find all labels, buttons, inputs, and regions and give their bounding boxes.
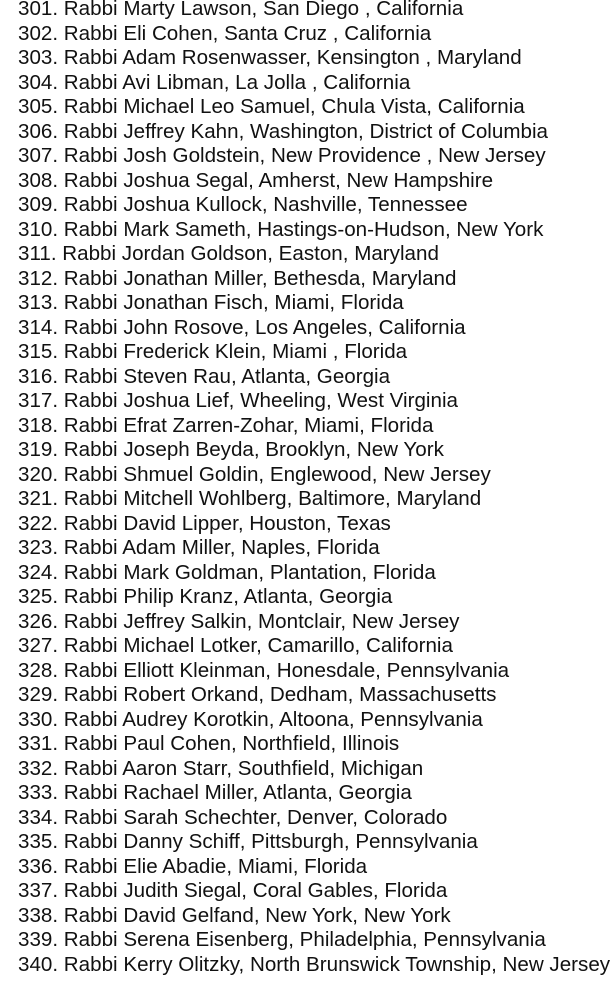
list-item: 318. Rabbi Efrat Zarren-Zohar, Miami, Florida [18, 413, 434, 437]
list-item: 310. Rabbi Mark Sameth, Hastings-on-Hudson, New York [18, 217, 544, 241]
list-item: 327. Rabbi Michael Lotker, Camarillo, California [18, 634, 453, 657]
list-item: 316. Rabbi Steven Rau, Atlanta, Georgia [18, 364, 391, 388]
list-item: 308. Rabbi Joshua Segal, Amherst, New Hampshire [18, 168, 494, 192]
list-item: 324. Rabbi Mark Goldman, Plantation, Florida [18, 560, 436, 584]
list-item: 332. Rabbi Aaron Starr, Southfield, Michigan [18, 756, 424, 780]
list-item: 320. Rabbi Shmuel Goldin, Englewood, New Jersey [18, 462, 491, 486]
list-item: 321. Rabbi Mitchell Wohlberg, Baltimore, Maryland [18, 487, 482, 510]
list-item: 317. Rabbi Joshua Lief, Wheeling, West Virginia [18, 389, 458, 412]
list-item: 339. Rabbi Serena Eisenberg, Philadelphia, Pennsylvania [18, 928, 546, 951]
list-item: 307. Rabbi Josh Goldstein, New Providence , New Jersey [18, 144, 546, 167]
list-item: 319. Rabbi Joseph Beyda, Brooklyn, New York [18, 438, 444, 461]
list-item: 313. Rabbi Jonathan Fisch, Miami, Florida [18, 291, 404, 314]
list-item: 305. Rabbi Michael Leo Samuel, Chula Vista, California [18, 95, 525, 118]
list-item: 330. Rabbi Audrey Korotkin, Altoona, Pennsylvania [18, 707, 483, 731]
list-item: 322. Rabbi David Lipper, Houston, Texas [18, 511, 391, 535]
list-item: 304. Rabbi Avi Libman, La Jolla , California [18, 70, 411, 94]
list-item: 329. Rabbi Robert Orkand, Dedham, Massachusetts [18, 683, 497, 706]
list-item: 311. Rabbi Jordan Goldson, Easton, Maryland [18, 242, 439, 265]
list-item: 340. Rabbi Kerry Olitzky, North Brunswick Township, New Jersey [18, 952, 611, 976]
list-item: 301. Rabbi Marty Lawson, San Diego , California [18, 0, 464, 20]
list-item: 334. Rabbi Sarah Schechter, Denver, Colorado [18, 805, 448, 829]
list-item: 331. Rabbi Paul Cohen, Northfield, Illinois [18, 732, 400, 755]
list-item: 315. Rabbi Frederick Klein, Miami , Florida [18, 340, 408, 363]
list-item: 312. Rabbi Jonathan Miller, Bethesda, Maryland [18, 266, 457, 290]
list-item: 306. Rabbi Jeffrey Kahn, Washington, District of Columbia [18, 119, 548, 143]
list-item: 314. Rabbi John Rosove, Los Angeles, California [18, 315, 466, 339]
list-item: 333. Rabbi Rachael Miller, Atlanta, Georgia [18, 781, 412, 804]
list-item: 309. Rabbi Joshua Kullock, Nashville, Tennessee [18, 193, 468, 216]
list-item: 325. Rabbi Philip Kranz, Atlanta, Georgia [18, 585, 393, 608]
list-item: 323. Rabbi Adam Miller, Naples, Florida [18, 536, 380, 559]
list-item: 328. Rabbi Elliott Kleinman, Honesdale, Pennsylvania [18, 658, 510, 682]
list-item: 326. Rabbi Jeffrey Salkin, Montclair, New Jersey [18, 609, 460, 633]
list-item: 338. Rabbi David Gelfand, New York, New York [18, 903, 451, 927]
list-item: 303. Rabbi Adam Rosenwasser, Kensington , Maryland [18, 46, 522, 69]
list-item: 336. Rabbi Elie Abadie, Miami, Florida [18, 854, 368, 878]
list-item: 302. Rabbi Eli Cohen, Santa Cruz , California [18, 21, 432, 45]
rabbi-list [18, 0, 614, 977]
list-item: 335. Rabbi Danny Schiff, Pittsburgh, Pennsylvania [18, 830, 478, 853]
list-item: 337. Rabbi Judith Siegal, Coral Gables, Florida [18, 879, 448, 902]
